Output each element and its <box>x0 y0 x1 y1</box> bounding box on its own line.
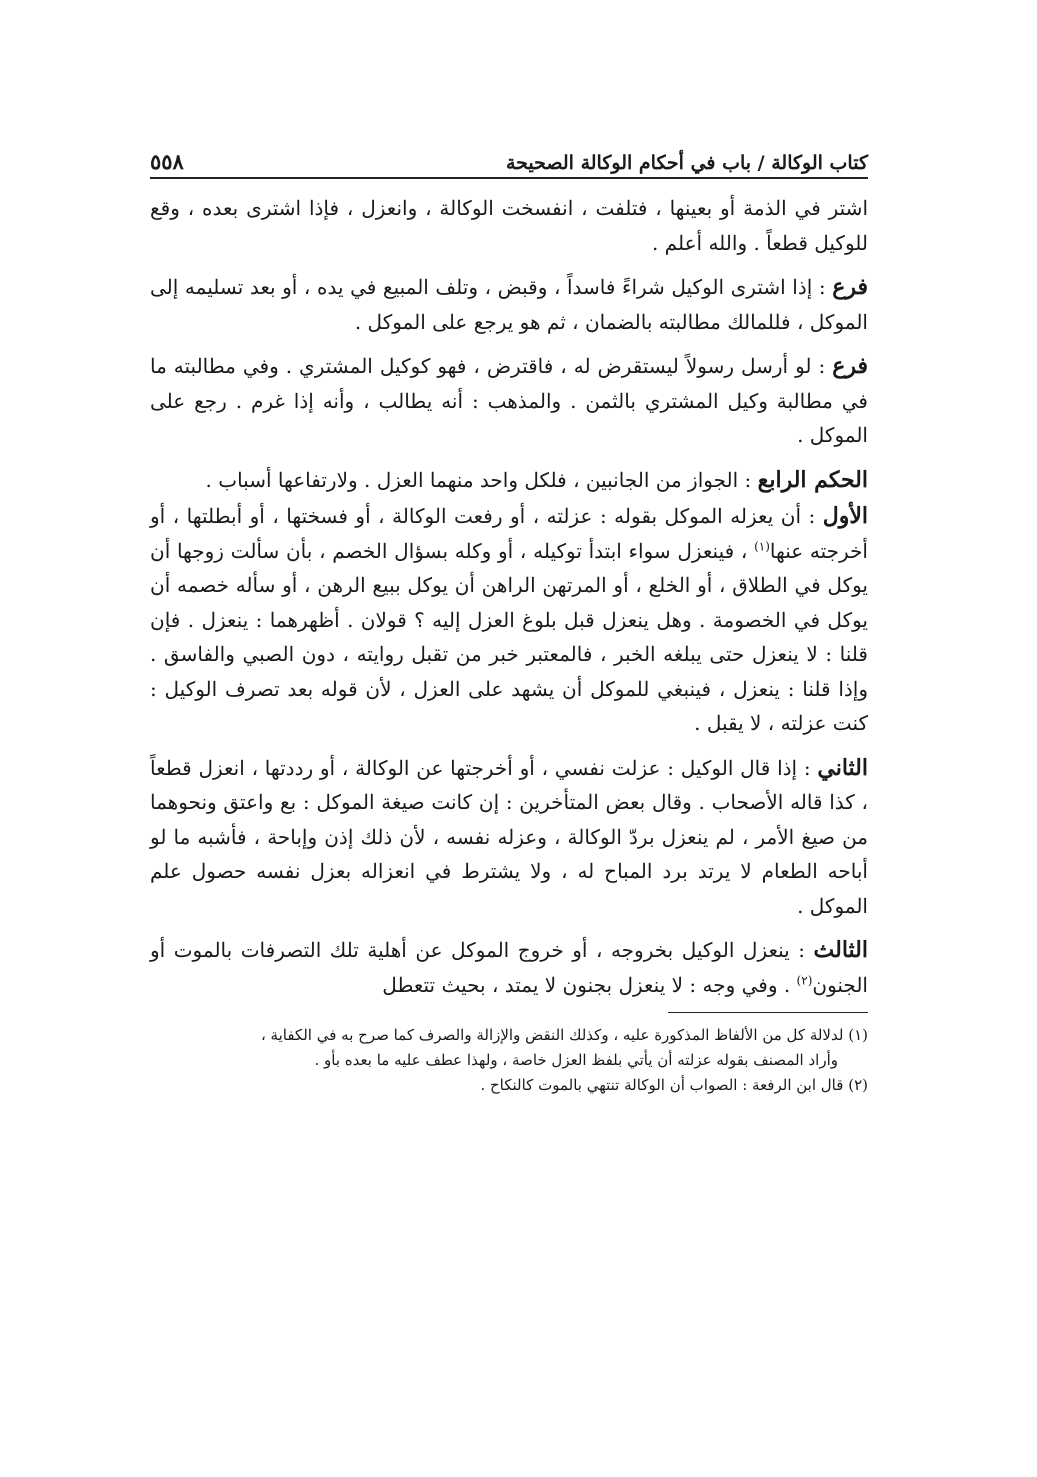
paragraph-lead: فرع <box>832 274 868 300</box>
paragraph-text: : ينعزل الوكيل بخروجه ، أو خروج الموكل عن أهلية تلك التصرفات بالموت أو الجنون <box>150 938 868 997</box>
paragraph <box>150 751 868 924</box>
footnote <box>150 1073 868 1098</box>
footnote <box>150 1023 868 1048</box>
main-text <box>150 191 868 1002</box>
paragraph-lead: الثالث <box>813 937 868 963</box>
footnote-marker: (٢) <box>848 1076 868 1094</box>
paragraph-lead: الأول <box>822 503 868 529</box>
footnote-continuation <box>150 1048 868 1073</box>
paragraph-text: : إذا اشترى الوكيل شراءً فاسداً ، وقبض ، وتلف المبيع في يده ، أو بعد تسليمه إلى الموكل ، فللمالك مطالبته بالضمان ، ثم هو يرجع على الموكل . <box>150 275 868 334</box>
paragraph <box>150 191 868 260</box>
running-header <box>150 130 868 174</box>
paragraph <box>150 933 868 1002</box>
header-rule <box>150 177 868 179</box>
paragraph <box>150 499 868 741</box>
footnote-marker: (١) <box>848 1026 868 1044</box>
paragraph-text: : لو أرسل رسولاً ليستقرض له ، فاقترض ، فهو كوكيل المشتري . وفي مطالبته ما في مطالبة وكيل المشتري بالثمن . والمذهب : أنه يطالب ، وأنه إذا غرم . رجع على الموكل . <box>150 354 868 447</box>
paragraph-lead: الحكم الرابع <box>757 466 868 493</box>
paragraph-lead: الثاني <box>817 754 868 781</box>
paragraph <box>150 349 868 453</box>
footnote-text: لدلالة كل من الألفاظ المذكورة عليه ، وكذلك النقض والإزالة والصرف كما صرح به في الكفاية ، <box>260 1026 844 1044</box>
paragraph-text: ، فينعزل سواء ابتدأ توكيله ، أو وكله بسؤال الخصم ، بأن سألت زوجها أن يوكل في الطلاق ، أو الخلع ، أو المرتهن الراهن أن يوكل ببيع الرهن ، أو سأله خصمه أن يوكل في الخصومة . وهل ينعزل قبل بلوغ العزل إليه ؟ قولان . أظهرهما : ينعزل . فإن قلنا : لا ينعزل حتى يبلغه الخبر ، فالمعتبر خبر من تقبل روايته ، دون الصبي والفاسق . وإذا قلنا : ينعزل ، فينبغي للموكل أن يشهد على العزل ، لأن قوله بعد تصرف الوكيل : كنت عزلته ، لا يقبل . <box>150 538 868 735</box>
footnote-text: وأراد المصنف بقوله عزلته أن يأتي بلفظ العزل خاصة ، ولهذا عطف عليه ما بعده بأو . <box>314 1051 838 1069</box>
footnote-text: قال ابن الرفعة : الصواب أن الوكالة تنتهي بالموت كالنكاح . <box>480 1076 844 1094</box>
book-page <box>150 130 868 1390</box>
paragraph-text: : إذا قال الوكيل : عزلت نفسي ، أو أخرجتها عن الوكالة ، أو رددتها ، انعزل قطعاً ، كذا قاله الأصحاب . وقال بعض المتأخرين : إن كانت صيغة الموكل : بع واعتق ونحوهما من صيغ الأمر ، لم ينعزل بردّ الوكالة ، وعزله نفسه ، لأن ذلك إذن وإباحة ، فأشبه ما لو أباحه الطعام لا يرتد برد المباح له ، ولا يشترط في انعزاله بعزل نفسه حصول علم الموكل . <box>150 755 869 918</box>
paragraph-text: . وفي وجه : لا ينعزل بجنون لا يمتد ، بحيث تتعطل <box>382 972 797 997</box>
footnotes <box>150 1023 868 1098</box>
paragraph-text: : أن يعزله الموكل بقوله : عزلته ، أو رفعت الوكالة ، أو فسختها ، أو أبطلتها ، أو أخرجته عنها <box>150 504 868 563</box>
page-number: ٥٥٨ <box>150 149 184 174</box>
footnote-rule <box>668 1012 868 1013</box>
footnote-ref: (١) <box>754 538 770 553</box>
paragraph <box>150 463 868 498</box>
paragraph <box>150 270 868 339</box>
paragraph-text: : الجواز من الجانبين ، فلكل واحد منهما العزل . ولارتفاعها أسباب . <box>205 467 758 492</box>
page-title: كتاب الوكالة / باب في أحكام الوكالة الصحيحة <box>505 152 868 174</box>
paragraph-text: اشتر في الذمة أو بعينها ، فتلفت ، انفسخت الوكالة ، وانعزل ، فإذا اشترى بعده ، وقع للوكيل قطعاً . والله أعلم . <box>150 196 868 255</box>
footnote-ref: (٢) <box>796 972 813 987</box>
paragraph-lead: فرع <box>832 353 868 379</box>
